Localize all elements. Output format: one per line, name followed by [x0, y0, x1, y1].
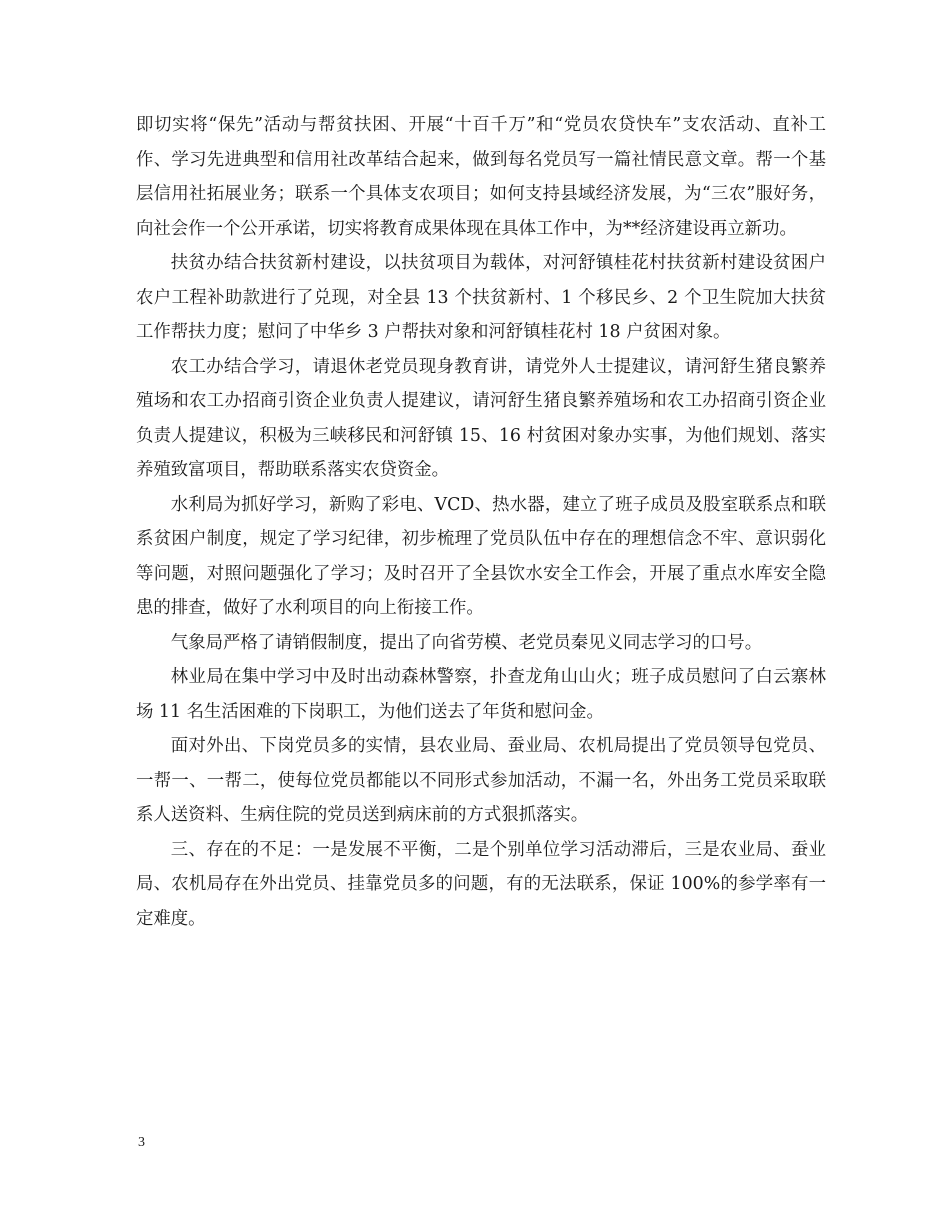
paragraph-shortcomings: 三、存在的不足：一是发展不平衡，二是个别单位学习活动滞后，三是农业局、蚕业局、农机局存在外出党员、挂靠党员多的问题，有的无法联系，保证 100%的参学率有一定难度。 [136, 839, 826, 929]
paragraph-forestry-bureau: 林业局在集中学习中及时出动森林警察，扑查龙角山山火；班子成员慰问了白云寨林场 11 名生活困难的下岗职工，为他们送去了年货和慰问金。 [136, 667, 826, 722]
paragraph-weather-bureau: 气象局严格了请销假制度，提出了向省劳模、老党员秦见义同志学习的口号。 [170, 632, 763, 653]
document-body [136, 108, 826, 936]
page-number: 3 [138, 1135, 145, 1150]
paragraph-continuation: 即切实将“保先”活动与帮贫扶困、开展“十百千万”和“党员农贷快车”支农活动、直补工作、学习先进典型和信用社改革结合起来，做到每名党员写一篇社情民意文章。帮一个基层信用社拓展业务；联系一个具体支农项目；如何支持县域经济发展，为“三农”服好务，向社会作一个公开承诺，切实将教育成果体现在具体工作中，为**经济建设再立新功。 [136, 115, 826, 239]
paragraph-poverty-office: 扶贫办结合扶贫新村建设，以扶贫项目为载体，对河舒镇桂花村扶贫新村建设贫困户农户工程补助款进行了兑现，对全县 13 个扶贫新村、1 个移民乡、2 个卫生院加大扶贫工作帮扶力度；慰问了中华乡 3 户帮扶对象和河舒镇桂花村 18 户贫困对象。 [136, 253, 826, 342]
paragraph-party-members: 面对外出、下岗党员多的实情，县农业局、蚕业局、农机局提出了党员领导包党员、一帮一、一帮二，使每位党员都能以不同形式参加活动，不漏一名，外出务工党员采取联系人送资料、生病住院的党员送到病床前的方式狠抓落实。 [136, 736, 826, 825]
paragraph-agriculture-office: 农工办结合学习，请退休老党员现身教育讲，请党外人士提建议，请河舒生猪良繁养殖场和农工办招商引资企业负责人提建议，请河舒生猪良繁养殖场和农工办招商引资企业负责人提建议，积极为三峡移民和河舒镇 15、16 村贫困对象办实事，为他们规划、落实养殖致富项目，帮助联系落实农贷资金。 [136, 356, 826, 480]
paragraph-water-bureau: 水利局为抓好学习，新购了彩电、VCD、热水器，建立了班子成员及股室联系点和联系贫困户制度，规定了学习纪律，初步梳理了党员队伍中存在的理想信念不牢、意识弱化等问题，对照问题强化了学习；及时召开了全县饮水安全工作会，开展了重点水库安全隐患的排查，做好了水利项目的向上衔接工作。 [136, 494, 826, 618]
